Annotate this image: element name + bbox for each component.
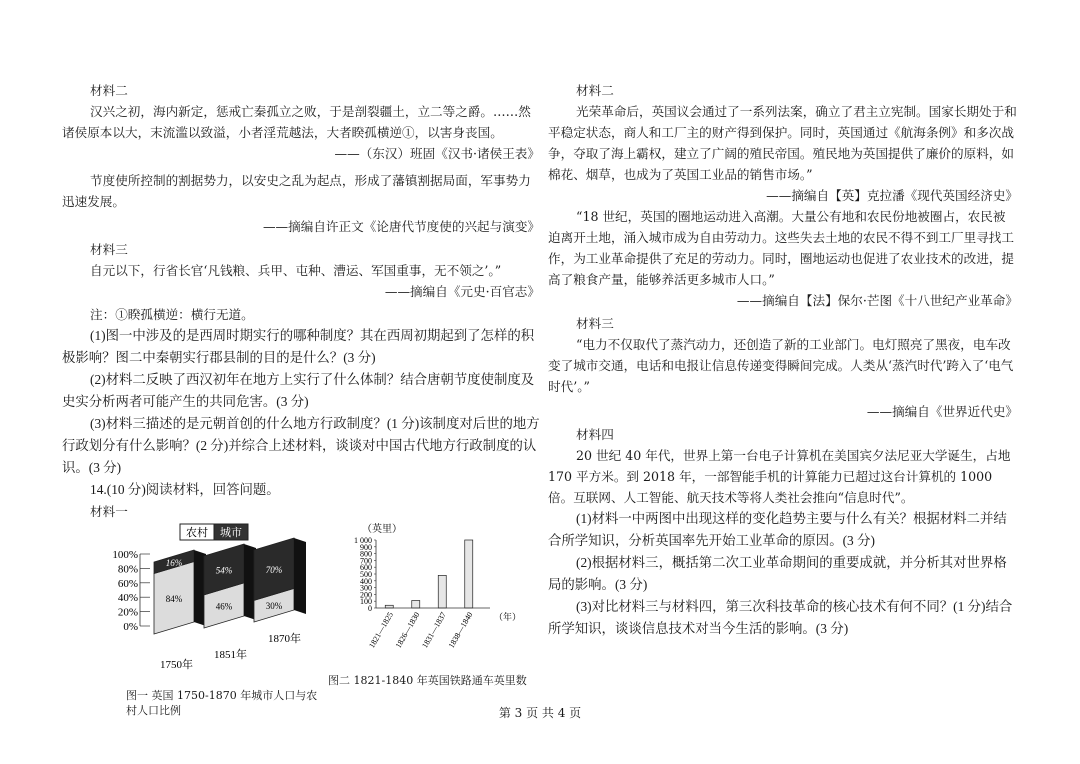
fig2-y-tick: 0 — [368, 604, 372, 613]
fig1-rural-value: 46% — [215, 601, 233, 612]
right-material-2-source-2: ——摘编自【法】保尔·芒图《十八世纪产业革命》 — [736, 293, 1018, 308]
fig2-y-tick: 500 — [360, 570, 372, 579]
left-material-2-text-2: 节度使所控制的割据势力，以安史之乱为起点，形成了藩镇割据局面，军事势力迅速发展。 — [62, 173, 531, 209]
left-material-2-source-1: ——（东汉）班固《汉书·诸侯王表》 — [334, 146, 540, 161]
right-material-4-text: 20 世纪 40 年代，世界上第一台电子计算机在美国宾夕法尼亚大学诞生，占地 170 平方米。到 2018 年，一部智能手机的计算能力已超过这台计算机的 1000 倍。互联网、人工智能、航天技术等将人类社会推向“信息时代”。 — [548, 448, 1011, 505]
fig1-year-label: 1851年 — [214, 649, 247, 661]
right-material-3-label: 材料三 — [576, 316, 614, 331]
left-material-1-label: 材料一 — [90, 504, 128, 519]
right-material-4-label: 材料四 — [576, 427, 614, 442]
page-footer: 第 3 页 共 4 页 — [498, 706, 582, 720]
fig1-rural-value: 30% — [265, 601, 283, 612]
fig2-y-tick: 1 000 — [354, 536, 372, 545]
fig1-y-tick: 60% — [117, 577, 138, 590]
fig1-y-tick: 0% — [123, 621, 138, 633]
legend-rural-label: 农村 — [186, 527, 208, 539]
left-column — [62, 78, 540, 717]
figure-1-urban-rural-chart — [110, 522, 320, 702]
right-question-2: (2)根据材料三，概括第二次工业革命期间的重要成就，并分析其对世界格局的影响。(3 分) — [548, 555, 1007, 592]
left-material-3-label: 材料三 — [90, 242, 128, 257]
fig2-y-tick: 700 — [360, 556, 372, 566]
fig2-x-unit: （年） — [494, 612, 522, 622]
left-material-3-source: ——摘编自《元史·百官志》 — [384, 284, 540, 299]
left-material-2-text-1: 汉兴之初，海内新定，惩戒亡秦孤立之败，于是剖裂疆土，立二等之爵。……然诸侯原本以大，末流滥以致溢，小者淫荒越法，大者睽孤横逆①，以害身丧国。 — [62, 104, 531, 140]
right-material-2-source-1: ——摘编自【英】克拉潘《现代英国经济史》 — [766, 188, 1018, 203]
fig1-bar-side — [294, 538, 306, 614]
figure-1-caption: 图一 英国 1750-1870 年城市人口与农村人口比例 — [126, 689, 318, 717]
fig1-y-tick: 20% — [117, 606, 138, 619]
fig1-y-tick: 40% — [117, 592, 138, 605]
figures-row — [62, 522, 540, 717]
fig1-y-axis — [112, 549, 150, 633]
left-note: 注：①睽孤横逆：横行无道。 — [90, 307, 254, 322]
question-14-heading: 14.(10 分)阅读材料，回答问题。 — [90, 482, 280, 497]
right-question-3: (3)对比材料三与材料四，第三次科技革命的核心技术有何不同？(1 分)结合所学知识，谈谈信息技术对当今生活的影响。(3 分) — [548, 599, 1013, 636]
fig2-y-tick: 600 — [360, 563, 372, 573]
fig2-x-tick: 1826—1830 — [393, 610, 422, 650]
fig2-x-tick: 1831—1837 — [420, 610, 448, 650]
left-question-1: (1)图一中涉及的是西周时期实行的哪种制度？其在西周初期起到了怎样的积极影响？图二中秦朝实行郡县制的目的是什么？(3 分) — [62, 328, 535, 365]
fig2-y-tick: 300 — [360, 583, 372, 593]
fig1-y-tick: 80% — [117, 563, 138, 576]
right-question-1: (1)材料一中两图中出现这样的变化趋势主要与什么有关？根据材料二并结合所学知识，分析英国率先开始工业革命的原因。(3 分) — [548, 511, 1007, 548]
fig1-urban-value: 54% — [215, 565, 233, 576]
right-material-2-text-2: “18 世纪，英国的圈地运动进入高潮。大量公有地和农民份地被圈占，农民被迫离开土地，涌入城市成为自由劳动力。这些失去土地的农民不得不到工厂里寻找工作，为工业革命提供了充足的劳动力。同时，圈地运动也促进了农业技术的改进，提高了粮食产量，能够养活更多城市人口。” — [548, 209, 1014, 287]
fig2-x-tick: 1838—1840 — [446, 610, 475, 650]
fig2-unit-label: （英里） — [362, 524, 402, 535]
right-material-2-text-1: 光荣革命后，英国议会通过了一系列法案，确立了君主立宪制。国家长期处于和平稳定状态，商人和工厂主的财产得到保护。同时，英国通过《航海条例》和多次战争，夺取了海上霸权，建立了广阔的殖民帝国。殖民地为英国提供了廉价的原料，如棉花、烟草，也成为了英国工业品的销售市场。” — [548, 104, 1017, 182]
fig2-bar — [465, 540, 473, 608]
fig2-y-tick: 200 — [360, 590, 372, 600]
right-material-2-label: 材料二 — [576, 83, 614, 98]
fig1-year-label: 1870年 — [268, 633, 301, 645]
left-material-3-text: 自元以下，行省长官‘凡钱粮、兵甲、屯种、漕运、军国重事，无不领之’。” — [90, 263, 502, 278]
fig1-legend — [180, 524, 248, 540]
legend-urban-label: 城市 — [220, 527, 242, 539]
fig1-bars — [154, 538, 306, 634]
fig1-year-label: 1750年 — [160, 659, 193, 671]
fig2-bar — [438, 575, 446, 608]
fig2-y-tick: 800 — [360, 549, 372, 559]
right-column — [548, 78, 1018, 640]
right-material-3-source: ——摘编自《世界近代史》 — [866, 404, 1018, 419]
fig2-x-axis — [367, 608, 490, 650]
fig2-y-tick: 100 — [360, 597, 372, 607]
figure-2-railway-chart — [332, 522, 522, 672]
fig2-bars — [385, 540, 473, 608]
fig2-x-tick: 1821—1825 — [367, 610, 395, 650]
fig2-y-axis — [354, 536, 376, 613]
fig1-urban-value: 16% — [165, 557, 183, 568]
fig2-bar — [412, 601, 420, 608]
figure-2-caption: 图二 1821-1840 年英国铁路通车英里数 — [328, 674, 527, 687]
fig1-rural-value: 84% — [165, 593, 183, 604]
left-question-3: (3)材料三描述的是元朝首创的什么地方行政制度？(1 分)该制度对后世的地方行政划分有什么影响？(2 分)并综合上述材料，谈谈对中国古代地方行政制度的认识。(3 分) — [62, 416, 540, 475]
left-material-2-label: 材料二 — [90, 83, 128, 98]
right-material-3-text: “电力不仅取代了蒸汽动力，还创造了新的工业部门。电灯照亮了黑夜，电车改变了城市交通，电话和电报让信息传递变得瞬间完成。人类从‘蒸汽时代’跨入了‘电气时代’。” — [548, 337, 1014, 394]
fig2-y-tick: 900 — [360, 542, 372, 552]
fig1-urban-value: 70% — [265, 565, 283, 576]
fig1-year-labels — [160, 631, 301, 671]
left-material-2-source-2: ——摘编自许正文《论唐代节度使的兴起与演变》 — [262, 219, 540, 234]
fig2-y-tick: 400 — [360, 576, 372, 586]
left-question-2: (2)材料二反映了西汉初年在地方上实行了什么体制？结合唐朝节度使制度及史实分析两者可能产生的共同危害。(3 分) — [62, 372, 535, 409]
fig2-bar — [385, 605, 393, 608]
fig1-y-tick: 100% — [112, 549, 138, 561]
